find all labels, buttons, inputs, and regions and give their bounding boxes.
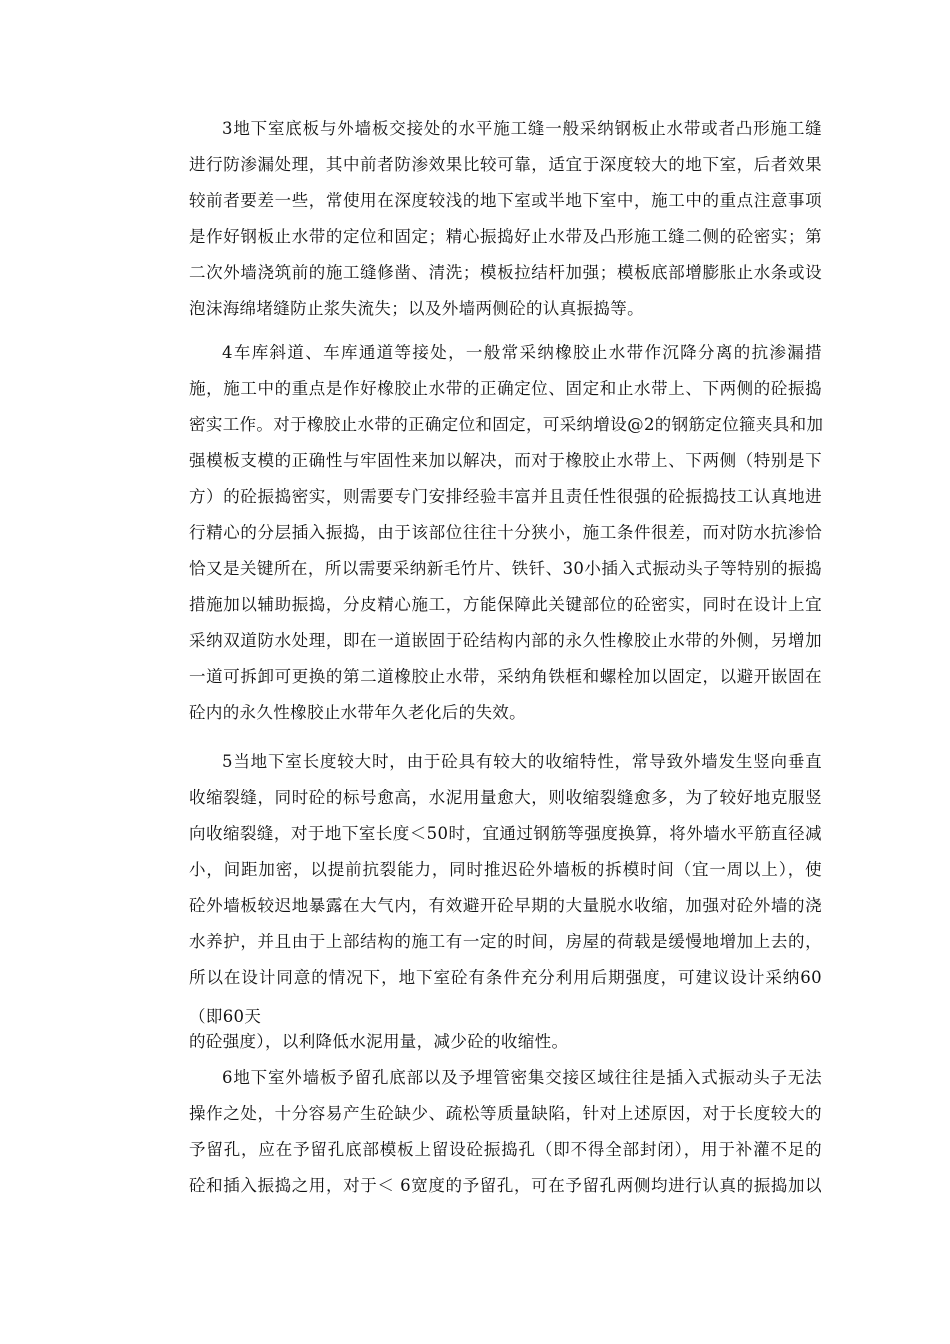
paragraph-line: 进行防渗漏处理，其中前者防渗效果比较可靠，适宜于深度较大的地下室，后者效果 [189,155,822,174]
paragraph-line: 措施加以辅助振捣，分皮精心施工，方能保障此关键部位的砼密实，同时在设计上宜 [189,595,822,614]
paragraph-line: 的砼强度），以利降低水泥用量，减少砼的收缩性。 [189,1032,569,1051]
paragraph-line: 密实工作。对于橡胶止水带的正确定位和固定，可采纳增设@2的钢筋定位箍夹具和加 [189,415,824,434]
paragraph-line: 恰又是关键所在，所以需要采纳新毛竹片、铁钎、30小插入式振动头子等特别的振捣 [189,559,822,578]
paragraph-line: （即60天 [189,1007,262,1026]
paragraph-line: 所以在设计同意的情况下，地下室砼有条件充分利用后期强度，可建议设计采纳60 [189,968,822,987]
paragraph-line: 是作好钢板止水带的定位和固定；精心振捣好止水带及凸形施工缝二侧的砼密实；第 [189,227,822,246]
paragraph-line: 方）的砼振捣密实，则需要专门安排经验丰富并且责任性很强的砼振捣技工认真地进 [189,487,822,506]
paragraph-line: 4车库斜道、车库通道等接处，一般常采纳橡胶止水带作沉降分离的抗渗漏措 [222,343,822,362]
paragraph-line: 砼外墙板较迟地暴露在大气内，有效避开砼早期的大量脱水收缩，加强对砼外墙的浇 [189,896,822,915]
paragraph-line: 水养护，并且由于上部结构的施工有一定的时间，房屋的荷载是缓慢地增加上去的， [189,932,822,951]
paragraph-line: 采纳双道防水处理，即在一道嵌固于砼结构内部的永久性橡胶止水带的外侧，另增加 [189,631,822,650]
paragraph-line: 泡沫海绵堵缝防止浆失流失；以及外墙两侧砼的认真振捣等。 [189,299,644,318]
paragraph-line: 较前者要差一些，常使用在深度较浅的地下室或半地下室中，施工中的重点注意事项 [189,191,822,210]
paragraph-line: 砼内的永久性橡胶止水带年久老化后的失效。 [189,703,526,722]
paragraph-line: 小，间距加密，以提前抗裂能力，同时推迟砼外墙板的拆模时间（宜一周以上），使 [189,860,822,879]
paragraph-line: 操作之处，十分容易产生砼缺少、疏松等质量缺陷，针对上述原因，对于长度较大的 [189,1104,822,1123]
paragraph-line: 行精心的分层插入振捣，由于该部位往往十分狭小，施工条件很差，而对防水抗渗恰 [189,523,822,542]
paragraph-line: 施，施工中的重点是作好橡胶止水带的正确定位、固定和止水带上、下两侧的砼振捣 [189,379,822,398]
paragraph-line: 向收缩裂缝，对于地下室长度＜50时，宜通过钢筋等强度换算，将外墙水平筋直径减 [189,824,822,843]
paragraph-line: 收缩裂缝，同时砼的标号愈高，水泥用量愈大，则收缩裂缝愈多，为了较好地克服竖 [189,788,822,807]
paragraph-line: 5当地下室长度较大时，由于砼具有较大的收缩特性，常导致外墙发生竖向垂直 [222,752,822,771]
paragraph-line: 砼和插入振捣之用，对于＜ 6宽度的予留孔，可在予留孔两侧均进行认真的振捣加以 [189,1176,822,1195]
paragraph-line: 一道可拆卸可更换的第二道橡胶止水带，采纳角铁框和螺栓加以固定，以避开嵌固在 [189,667,822,686]
paragraph-line: 强模板支模的正确性与牢固性来加以解决，而对于橡胶止水带上、下两侧（特别是下 [189,451,822,470]
paragraph-line: 予留孔，应在予留孔底部模板上留设砼振捣孔（即不得全部封闭），用于补灌不足的 [189,1140,822,1159]
paragraph-line: 3地下室底板与外墙板交接处的水平施工缝一般采纳钢板止水带或者凸形施工缝 [222,119,822,138]
paragraph-line: 6地下室外墙板予留孔底部以及予埋管密集交接区域往往是插入式振动头子无法 [222,1068,822,1087]
paragraph-line: 二次外墙浇筑前的施工缝修凿、清洗；模板拉结杆加强；模板底部增膨胀止水条或设 [189,263,822,282]
